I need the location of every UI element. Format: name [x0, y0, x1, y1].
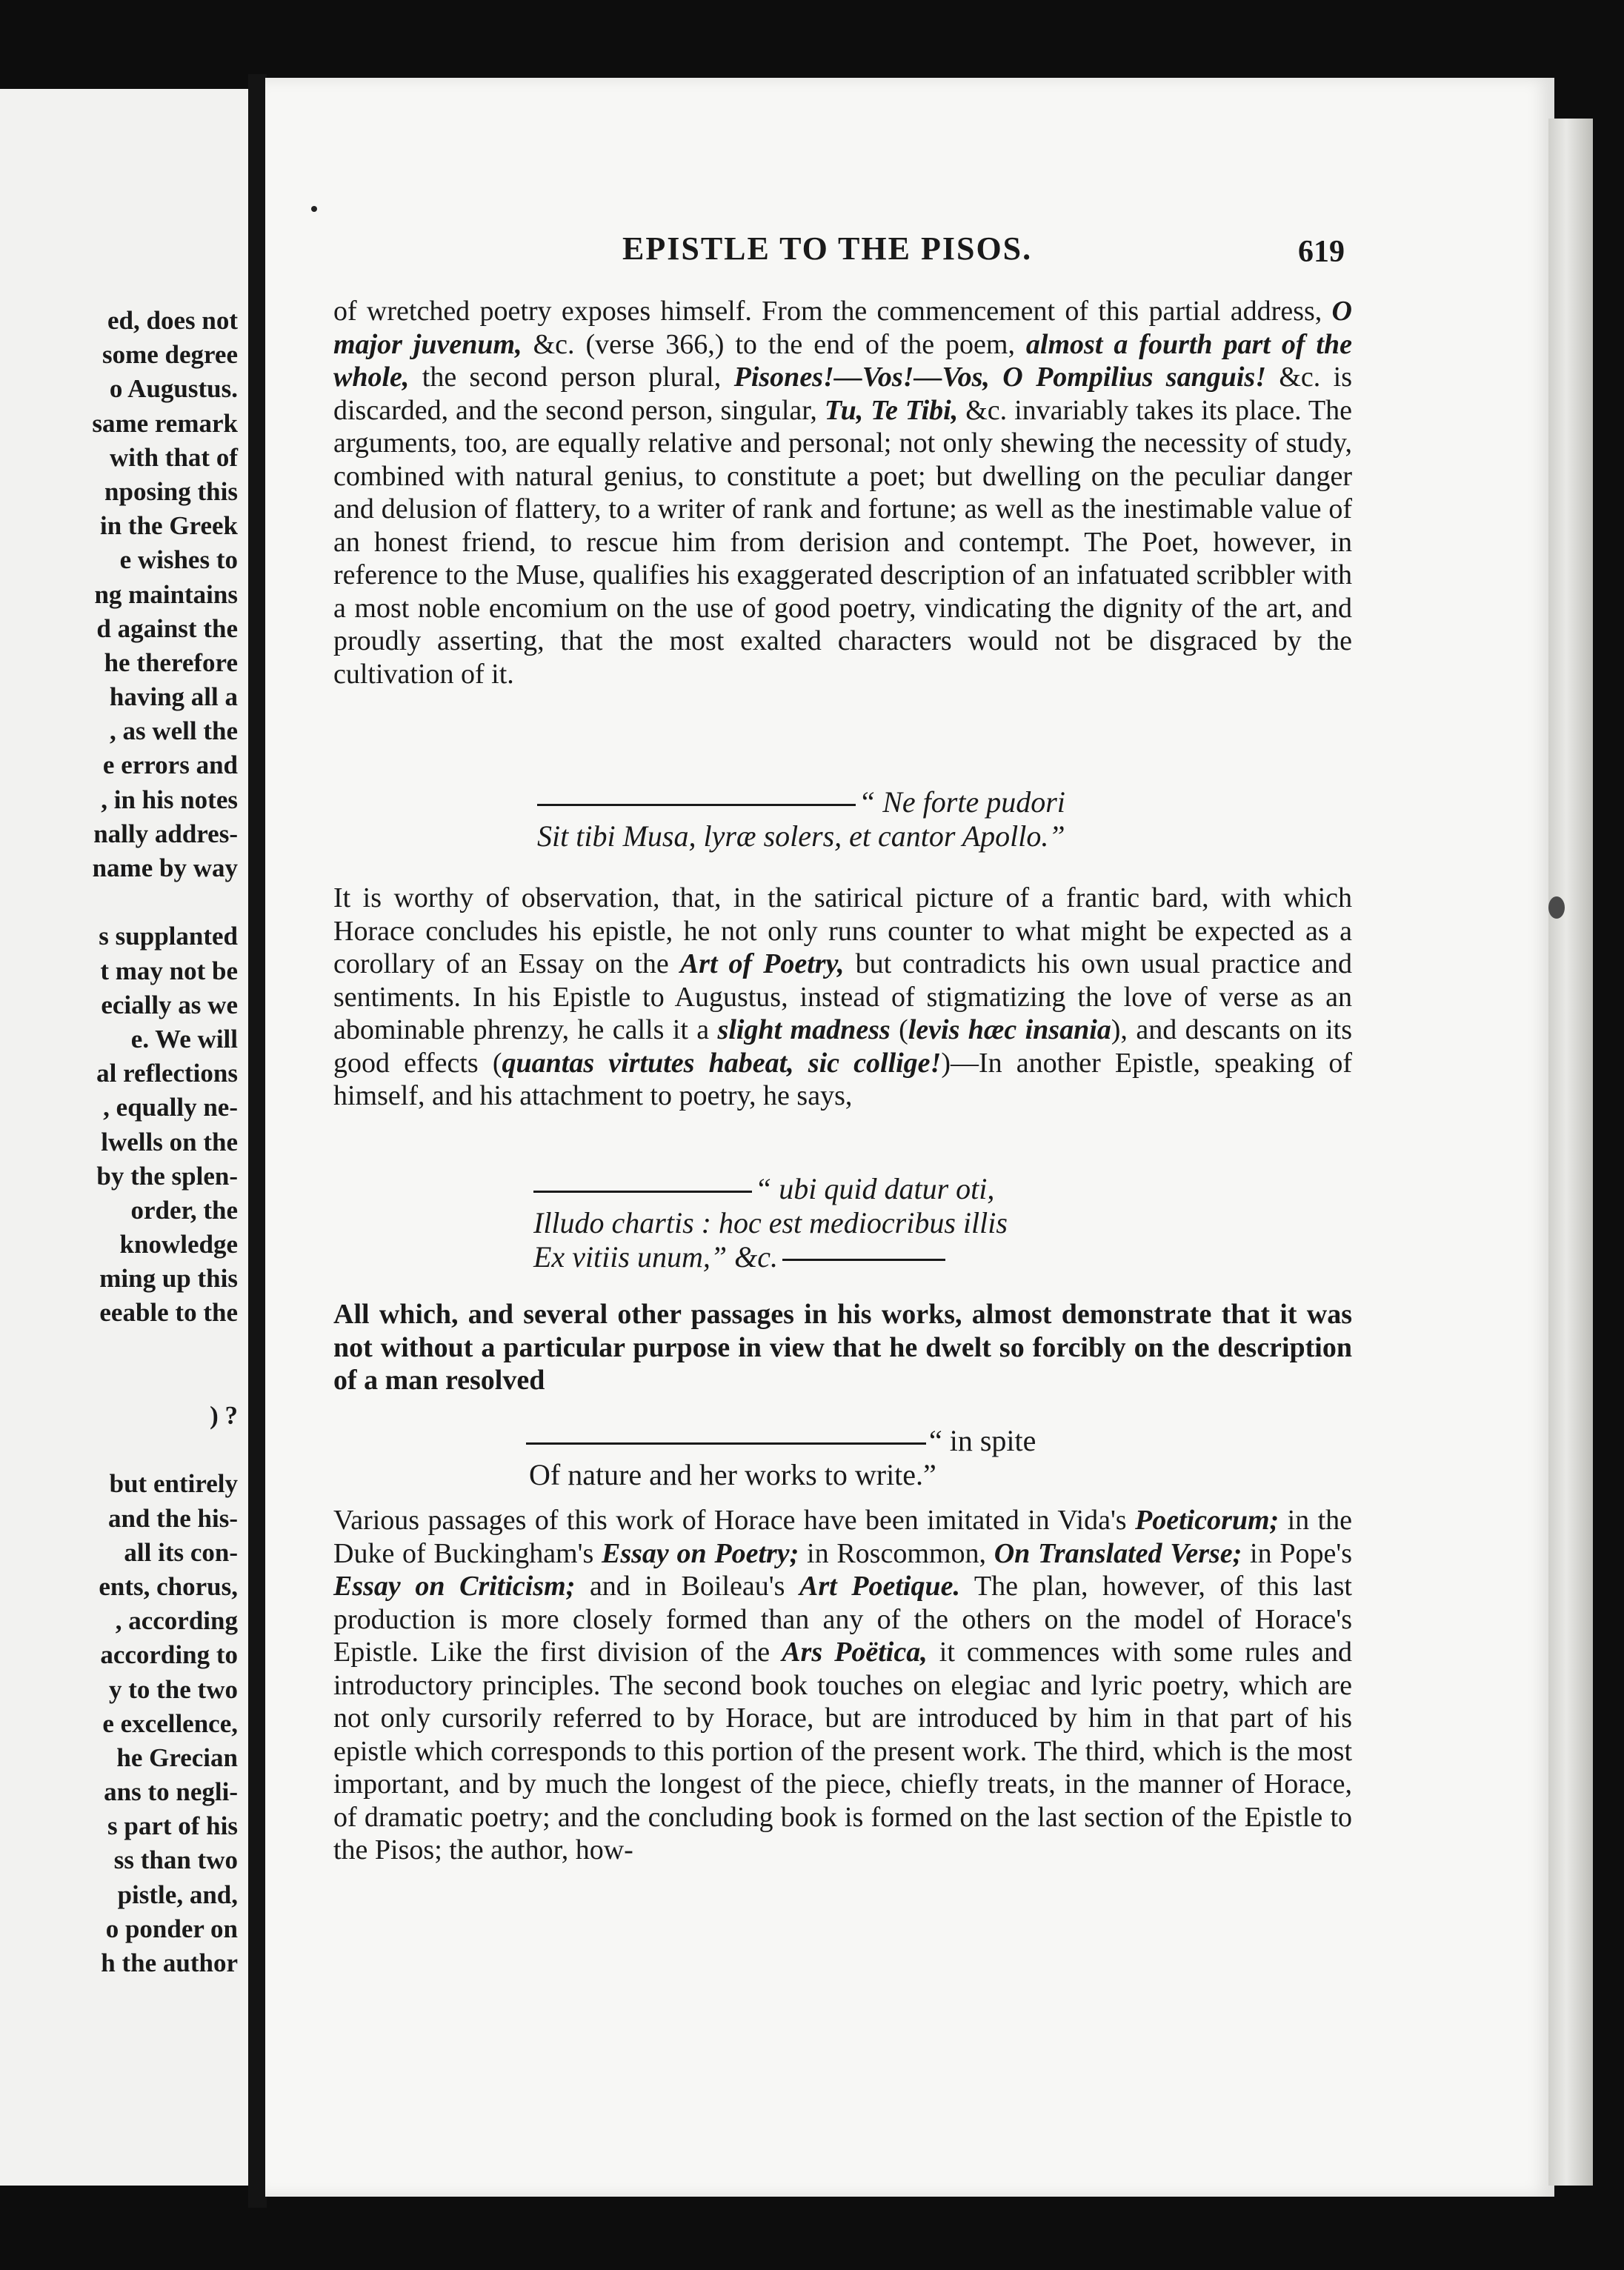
previous-page-line: lwells on the — [101, 1127, 238, 1156]
previous-page-line — [92, 1331, 238, 1365]
paragraph-2: It is worthy of observation, that, in the satirical picture of a frantic bard, with which Horace concludes his epistle, he not only runs counter to what might be expected as a corollary of an Essay on the Art of Poetry, but contradicts his own usual practice and sentiments. In his Epistle to Augustus, instead of stigmatizing the love of verse as an abominable phrenzy, he calls it a slight madness (levis hæc insania), and descants on its good effects (quantas virtutes habeat, sic collige!)—In another Epistle, speaking of himself, and his attachment to poetry, he says, — [333, 882, 1353, 1111]
previous-page-line: nally addres- — [93, 819, 238, 848]
previous-page-line: , equally ne- — [103, 1093, 238, 1122]
previous-page-line: ents, chorus, — [99, 1571, 238, 1601]
previous-page-line: but entirely — [109, 1469, 238, 1499]
paragraph-1: of wretched poetry exposes himself. From the commencement of this partial address, O major juvenum, &c. (verse 366,) to the end of the poem, almost a fourth part of the whole, the second person plural, Pisones!—Vos!—Vos, O Pompilius sanguis! &c. is discarded, and the second person, singular, Tu, Te Tibi, &c. invariably takes its place. The arguments, too, are equally relative and personal; not only shewing the necessity of study, combined with natural genius, to constitute a poet; but dwelling on the peculiar danger and delusion of flattery, to a writer of rank and fortune; as well as the inestimable value of an honest friend, to rescue him from derision and contempt. The Poet, however, in reference to the Muse, qualifies his exaggerated description of an infatuated scribbler with a most noble encomium on the use of good poetry, vindicating the dignity of the art, and proudly asserting, that the most exalted characters would not be disgraced by the cultivation of it. — [333, 296, 1352, 690]
previous-page-line: he Grecian — [116, 1743, 238, 1772]
previous-page-line: according to — [100, 1640, 238, 1670]
previous-page-line: and the his- — [107, 1503, 238, 1533]
previous-page-line: t may not be — [100, 956, 238, 985]
running-title: EPISTLE TO THE PISOS. — [622, 230, 1033, 267]
previous-page-line: o ponder on — [105, 1914, 238, 1943]
previous-page-line: al reflections — [96, 1059, 238, 1088]
paragraph-3: All which, and several other passages in his works, almost demonstrate that it was not without a particular purpose in view that he dwelt so forcibly on the description of a man resolved — [333, 1299, 1352, 1396]
previous-page-line: o Augustus. — [109, 374, 238, 404]
em-rule — [782, 1259, 945, 1261]
previous-page-line: , as well the — [109, 716, 238, 746]
previous-page-line: ng maintains — [94, 579, 238, 609]
previous-page-line: ss than two — [113, 1845, 238, 1875]
previous-page-fragment — [0, 89, 248, 2186]
previous-page-line: knowledge — [119, 1230, 238, 1259]
verse-quotation-1: “ Ne forte pudori Sit tibi Musa, lyræ solers, et cantor Apollo.” — [537, 785, 1065, 853]
previous-page-line: e. We will — [130, 1024, 238, 1054]
em-rule — [526, 1442, 926, 1445]
previous-page-line: eeable to the — [99, 1298, 238, 1328]
previous-page-line: e excellence, — [102, 1708, 238, 1738]
previous-page-line: by the splen- — [96, 1161, 238, 1191]
previous-page-text — [92, 304, 238, 1980]
em-rule — [537, 804, 856, 806]
page-edge — [1548, 119, 1593, 2186]
previous-page-line: e wishes to — [119, 545, 238, 575]
previous-page-line — [92, 1365, 238, 1399]
previous-page-line — [92, 885, 238, 919]
book-gutter — [248, 74, 267, 2208]
ink-speck — [311, 206, 317, 212]
previous-page-line: ans to negli- — [104, 1777, 238, 1807]
previous-page-line: d against the — [96, 613, 238, 643]
previous-page-line: s part of his — [107, 1811, 238, 1841]
previous-page-line: some degree — [102, 340, 238, 370]
paragraph-4: Various passages of this work of Horace have been imitated in Vida's Poeticorum; in the Duke of Buckingham's Essay on Poetry; in Roscommon, On Translated Verse; in Pope's Essay on Criticism; and in Boileau's Art Poetique. The plan, however, of this last production is more closely formed than any of the others on the model of Horace's Epistle. Like the first division of the Ars Poëtica, it commences with some rules and introductory principles. The second book touches on elegiac and lyric poetry, which are not only cursorily referred to by Horace, but are introduced by him in that part of his epistle which corresponds to this portion of the present work. The third, which is the most important, and by much the longest of the piece, chiefly treats, in the manner of Horace, of dramatic poetry; and the concluding book is formed on the last section of the Epistle to the Pisos; the author, how- — [333, 1505, 1353, 1865]
previous-page-line: y to the two — [109, 1674, 238, 1704]
previous-page-line: he therefore — [104, 648, 238, 677]
previous-page-line: h the author — [101, 1948, 238, 1977]
verse-quotation-2: “ ubi quid datur oti, Illudo chartis : hoc est mediocribus illis Ex vitiis unum,” &c. — [533, 1172, 1008, 1274]
previous-page-line — [92, 1433, 238, 1467]
em-rule — [533, 1191, 752, 1193]
previous-page-line: name by way — [92, 853, 238, 882]
previous-page-line: same remark — [92, 408, 238, 438]
previous-page-line: , according — [115, 1606, 238, 1636]
previous-page-line: ming up this — [99, 1264, 238, 1294]
previous-page-line: ed, does not — [107, 306, 238, 335]
previous-page-line: nposing this — [104, 476, 238, 506]
previous-page-line: with that of — [109, 442, 238, 472]
binding-mark — [1548, 896, 1565, 919]
previous-page-line: pistle, and, — [117, 1880, 238, 1909]
previous-page-line: all its con- — [124, 1537, 238, 1567]
verse-quotation-3: “ in spite Of nature and her works to write.” — [526, 1424, 1036, 1492]
previous-page-line: order, the — [130, 1195, 238, 1225]
previous-page-line: s supplanted — [99, 922, 238, 951]
page-number: 619 — [1298, 235, 1345, 269]
previous-page-line: , in his notes — [101, 785, 238, 814]
previous-page-line: ) ? — [210, 1401, 238, 1430]
previous-page-line: in the Greek — [99, 511, 238, 541]
previous-page-line: having all a — [109, 682, 238, 712]
previous-page-line: e errors and — [102, 750, 238, 780]
previous-page-line: ecially as we — [101, 990, 238, 1019]
